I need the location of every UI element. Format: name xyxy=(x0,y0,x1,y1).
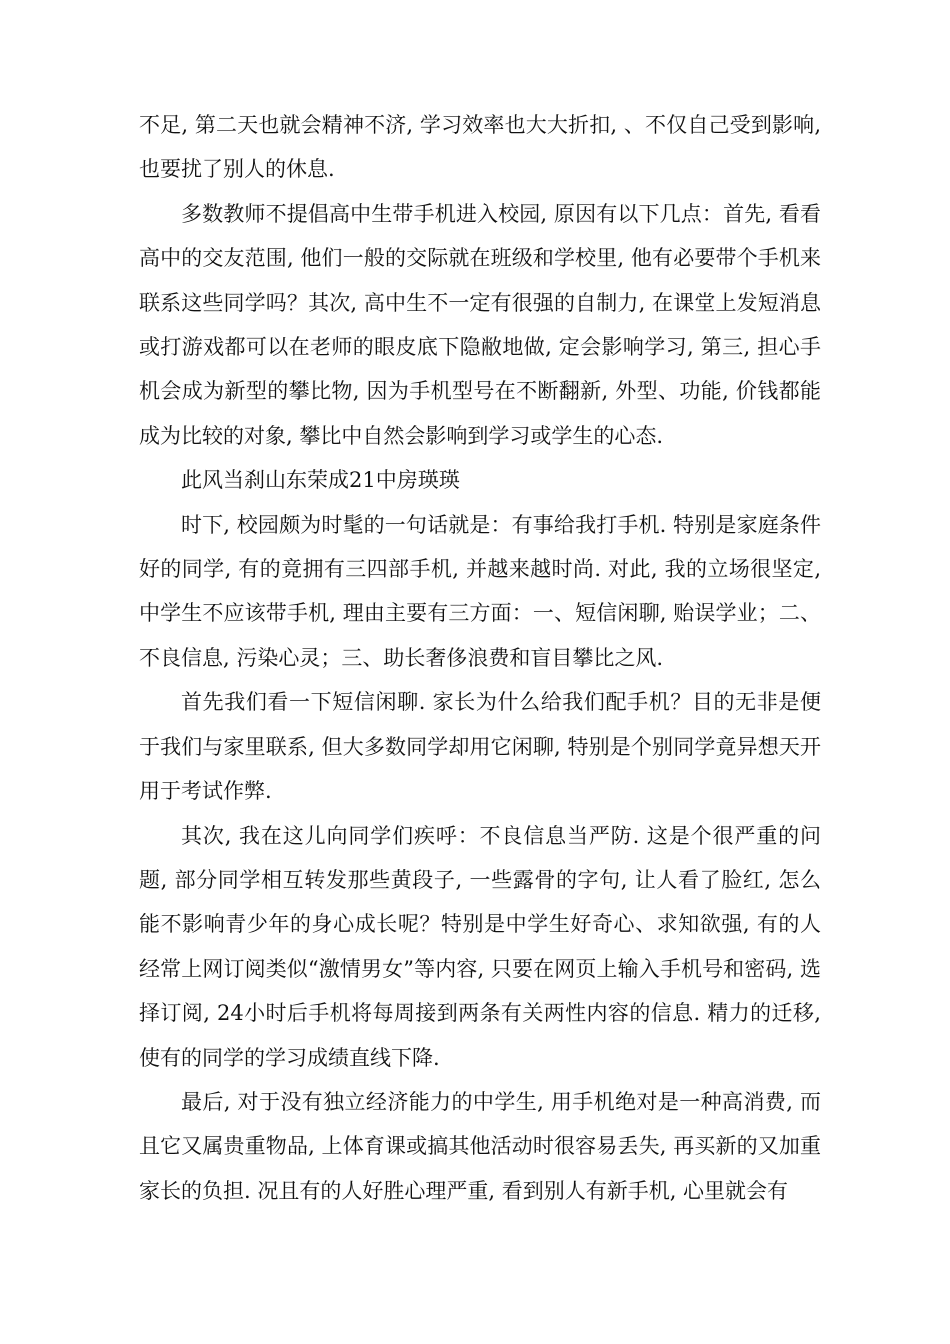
paragraph-third-point: 最后, 对于没有独立经济能力的中学生, 用手机绝对是一种高消费, 而且它又属贵重物品, 上体育课或搞其他活动时很容易丢失, 再买新的又加重家长的负担. 况且有的人好胜心理严重, 看到别人有新手机, 心里就会有 xyxy=(139,1089,821,1203)
paragraph-intro: 时下, 校园颇为时髦的一句话就是：有事给我打手机. 特别是家庭条件好的同学, 有的竟拥有三四部手机, 并越来越时尚. 对此, 我的立场很坚定, 中学生不应该带手机, 理由主要有三方面：一、短信闲聊, 贻误学业；二、不良信息, 污染心灵；三、助长奢侈浪费和盲目攀比之风. xyxy=(139,512,821,670)
paragraph-continuation: 不足, 第二天也就会精神不济, 学习效率也大大折扣, 、不仅自己受到影响, 也要扰了别人的休息. xyxy=(139,113,821,182)
paragraph-teachers-view: 多数教师不提倡高中生带手机进入校园, 原因有以下几点：首先, 看看高中的交友范围, 他们一般的交际就在班级和学校里, 他有必要带个手机来联系这些同学吗？其次, 高中生不一定有很强的自制力, 在课堂上发短消息或打游戏都可以在老师的眼皮底下隐敝地做, 定会影响学习, 第三, 担心手机会成为新型的攀比物, 因为手机型号在不断翻新, 外型、功能, 价钱都能成为比较的对象, 攀比中自然会影响到学习或学生的心态. xyxy=(139,201,821,448)
document-page xyxy=(139,103,821,1213)
paragraph-second-point: 其次, 我在这儿向同学们疾呼：不良信息当严防. 这是个很严重的问题, 部分同学相互转发那些黄段子, 一些露骨的字句, 让人看了脸红, 怎么能不影响青少年的身心成长呢？特别是中学生好奇心、求知欲强, 有的人经常上网订阅类似“激情男女”等内容, 只要在网页上输入手机号和密码, 选择订阅, 24小时后手机将每周接到两条有关两性内容的信息. 精力的迁移, 使有的同学的学习成绩直线下降. xyxy=(139,823,821,1070)
essay-title-byline: 此风当刹山东荣成21中房瑛瑛 xyxy=(181,468,460,493)
paragraph-first-point: 首先我们看一下短信闲聊. 家长为什么给我们配手机？目的无非是便于我们与家里联系, 但大多数同学却用它闲聊, 特别是个别同学竟异想天开用于考试作弊. xyxy=(139,690,821,804)
